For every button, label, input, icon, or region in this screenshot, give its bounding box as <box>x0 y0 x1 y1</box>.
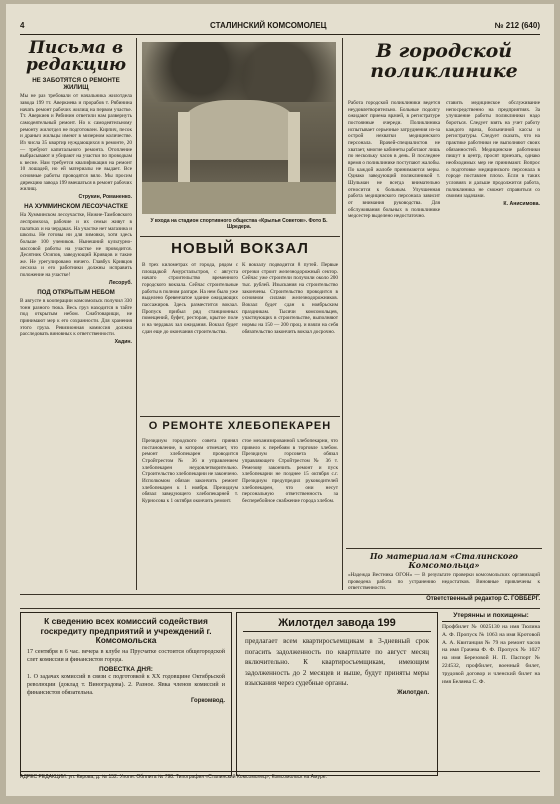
clinic-signature: К. Анисимова. <box>503 200 540 207</box>
ad-credit-commissions <box>20 612 232 776</box>
vokzal-col2 <box>242 262 338 412</box>
section-rule <box>140 416 340 417</box>
ad1-agenda: 1. О задачах комиссий в связи с подготовкой к XX годовщине Октябрьской революции (доклад т. Виноградова). 2. Разное. Явка членов комиссий и финансистов обязательна. <box>27 674 225 696</box>
letter3-title: ПОД ОТКРЫТЫМ НЕБОМ <box>37 288 115 296</box>
vokzal-title: НОВЫЙ ВОКЗАЛ <box>171 240 309 257</box>
vokzal-col1 <box>142 262 238 412</box>
lost-documents <box>442 612 540 774</box>
ad1-body-wrap <box>21 646 231 664</box>
clinic-text2: ставить медицинское обслуживание непосредственно на предприятиях. За улучшение работы поликлиники надо бороться. Следует взять на учет работу каждого врача, больничной кассы и регистратуры. Следует сказать, что на практике работники не выполняют своих обязанностей. Медицинские работники пишут в центр, просят приехать, однако необходимых мер не принимают. Вопрос о подготовке медицинского персонала в городе поставлен плохо. Если в таких условиях и дальше продолжится работа, поликлиника не сможет справиться со своими задачами. <box>446 100 540 200</box>
lost-text: Профбилет № 0025130 на имя Тюлина А. Ф. Пропуск № 1063 на имя Кротовой А. А. Квитанция № 79 на ремонт часов на имя Грачева Ф. Ф. Пропуск № 1027 на имя Березовой Н. П. Паспорт № 224532, профбилет, военный билет, трудовой договор и членский билет на имя Беляева С. Ф. <box>442 624 540 685</box>
page-footer: АДРЕС РЕДАКЦИИ: ул. Кирова, д. № 152. Уполн. Обллита № 798. Типография «Сталинский Комсомолец», Комсомольск на Амуре. <box>20 771 540 782</box>
letter3-text: В августе в кооперации комсомольск получил 330 тонн разного тюка. Весь груз находится в тайге под открытым небом. Снабтоварищи, не принимают мер к его сохранности. Для хранения этого груза. Ревизионная комиссия должна расследовать виновных к ответственности. <box>20 297 132 338</box>
clinic-title: В городской поликлинике <box>370 40 518 82</box>
editorial-text-box <box>348 572 540 592</box>
ad1-body: 17 сентября в 6 час. вечера в клубе на Прусчатке состоится общегородской слет комиссии и финансистов города. <box>27 648 225 663</box>
bakery-title: О РЕМОНТЕ ХЛЕБОПЕКАРЕН <box>148 420 332 432</box>
photo-trees <box>142 42 336 102</box>
ad1-signature: Горкомвод. <box>190 698 225 705</box>
photo-pillar-left <box>178 112 190 182</box>
clinic-col2 <box>446 100 540 546</box>
ad-housing-dept <box>236 612 438 776</box>
section-rule <box>346 548 542 549</box>
newspaper-name: СТАЛИНСКИЙ КОМСОМОЛЕЦ <box>210 21 327 30</box>
ad1-agenda-title: ПОВЕСТКА ДНЯ: <box>99 666 153 674</box>
bakery-col2 <box>242 438 338 588</box>
section-rule <box>20 608 540 609</box>
clinic-col1 <box>348 100 440 546</box>
clinic-text1: Работа городской поликлиники ведется неудовлетворительно. Больные подолгу ожидают приема врачей, в регистратуре постоянные очереди. Поликлиника испытывает серьезные затруднения из-за острой нехватки медицинского персонала. Врачей-специалистов не хватает, многие кабинеты работают лишь по нескольку часов в день. В последнее время о поликлинике поступают жалобы. По каждой жалобе принимаются меры. Однако заведующий поликлиникой т. Шульман не всегда внимательно относится к больным. Улучшенная работа медицинского персонала зависит от внимания руководства. Для обслуживания больных в поликлинике медсестер выделено недостаточно. <box>348 100 440 220</box>
lost-title: Утерянны и похищены: <box>442 612 540 622</box>
issue-number: № 212 (640) <box>494 21 540 30</box>
vokzal-text1: В трех километрах от города, рядом с площадкой Амурстальстроя, с августа начато строительство временного городского вокзала. Сейчас строительные работы в полном разгаре. На нем было уже выделено бревенчатое здание ожидающих пассажиров. Здесь разместится вокзал. Пропуск прибыл ряд станционных помещений, буфет, ресторан, крытое поле и на чердаках зал ожидания. Вокзал будет сдан еще до окончания строительства. <box>142 262 238 335</box>
ad2-body-wrap <box>237 632 437 689</box>
letter2-title: НА ХУММИНСКОМ ЛЕСОУЧАСТКЕ <box>24 203 128 211</box>
photo-ground <box>142 182 336 214</box>
section-rule <box>20 594 540 595</box>
photo-pillar-right <box>288 112 300 182</box>
bakery-col1 <box>142 438 238 588</box>
letter1-title: НЕ ЗАБОТЯТСЯ О РЕМОНТЕ ЖИЛИЩ <box>32 77 120 92</box>
editorial-label: По материалам «Сталинского Комсомольца» <box>369 551 519 570</box>
photo-gate <box>182 100 296 160</box>
photo-caption: У входа на стадион спортивного общества «Крылья Советов». Фото Б. Шредера. <box>150 218 328 230</box>
page-header <box>20 18 540 35</box>
editorial-text: «Надежда Вестника ОГОН» — В результате проверки комсомольских организаций проведена работа по устранению недостатков. Виновные привлечены к ответственности. <box>348 572 540 592</box>
ad2-signature: Жилотдел. <box>397 689 429 696</box>
section-rule <box>140 236 340 237</box>
letters-title: Письма в редакцию <box>25 38 127 75</box>
bakery-text2: стое механизированной хлебопекарни, что привело к перебоям в торговле хлебом. Президиум горсовета обязал управляющего Стройтрестом № 36 т. Ремезову закончить ремонт и пуск хлебопекарни не позднее 15 октября с.г. Президиум предупредил руководителей хлебопекарен, что они несут персональную ответственность за бесперебойное снабжение города хлебом. <box>242 438 338 504</box>
letter2-text: На Хумминском лесоучастке, Нижне-Тамбовского леспромхоза, рабочие и их семьи живут в палатках и на чердаках. На участке нет магазина и школы. Не готовы ни для зимовки, хотя здесь больше 100 учеников. Нынешний культурно-массовой работы на участке не проводится. Десятник Осипов, заведующий Кривцов и такие же. Не урегулировано ничего. Главбух Кривцов лесхоза и его работники должны исправить положение на участке! <box>20 212 132 279</box>
column-rule <box>342 38 343 590</box>
ad1-agenda-wrap <box>21 673 231 697</box>
letter1-text: Мы не раз требовали от начальника жилотдела завода 199 тт. Аверкиева и прорабов т. Рябинина начать ремонт рабочих жилищ на первом участке. Тт. Аверкиев и Рябинин ответили нам развернуть самодеятельный ремонт. Но к самодеятельному ремонту жилотдел не подготовлен. Кирпич, песок и драныч жильцы имеют в мизерном количестве. Из числа 35 квартир нуждающихся в ремонте, 20 — требуют капитального ремонта. Отопление выбрасывают и убирают на участки по проводкам к весне. Нам требуется квалификация на ремонт 10 лошадей, но ей материалы не выдает. Все основные работы проводятся вяло. Мы просим дирекцию завода 199 вмешаться в ремонт рабочих жилищ. <box>20 93 132 193</box>
page-number: 4 <box>20 21 25 30</box>
letter3-signature: Хадин. <box>114 338 132 345</box>
editor-credit: Ответственный редактор С. ГОВБЕРГ. <box>426 596 540 602</box>
letter2-signature: Лесоруб. <box>108 279 132 286</box>
bakery-text1: Президиум городского совета принял постановление, в котором отмечает, что ремонт хлебопекарен проводится Стройтрестом № 36 и управлением хлебопекарен неудовлетворительно. Строительство хлебопекарни не закончено. Исполкомом обязан закончить ремонт хлебопекарен к 1 ноября. Президиум обязал заведующего хлебопекарней т. Курносова к 1 октября окончить ремонт. <box>142 438 238 504</box>
ad2-title: Жилотдел завода 199 <box>243 613 431 632</box>
column-rule <box>136 38 137 590</box>
newspaper-page <box>6 4 554 796</box>
letter1-signature: Струкин, Романенко. <box>78 194 132 201</box>
ad1-title: К сведению всех комиссий содействия госкредиту предприятий и учреждений г. Комсомольска <box>40 616 212 646</box>
ad2-body: предлагает всем квартиросъемщикам в 3-дневный срок погасить задолженность по квартплате по август месяц включительно. К квартиросъемщикам, имеющим задолженность до 2 месяцев и выше, будут приняты меры взыскания через судебные органы. <box>245 637 429 687</box>
letters-column <box>20 38 132 590</box>
vokzal-text2: К вокзалу подводится 8 путей. Первые отрезки строит железнодорожный сектор. Сейчас уже строители получили около 200 тыс. рублей. Изыскания на строительство закончены. Строительство проводится в основном силами железнодорожников. Вокзал будет сдан к ноябрьским праздникам. Тысячи комсомольцев, участвующих в строительстве, выполняют нормы на 150 — 200 проц. и взяли на себя обязательство закончить вокзал досрочно. <box>242 262 338 335</box>
stadium-photo <box>142 42 336 214</box>
